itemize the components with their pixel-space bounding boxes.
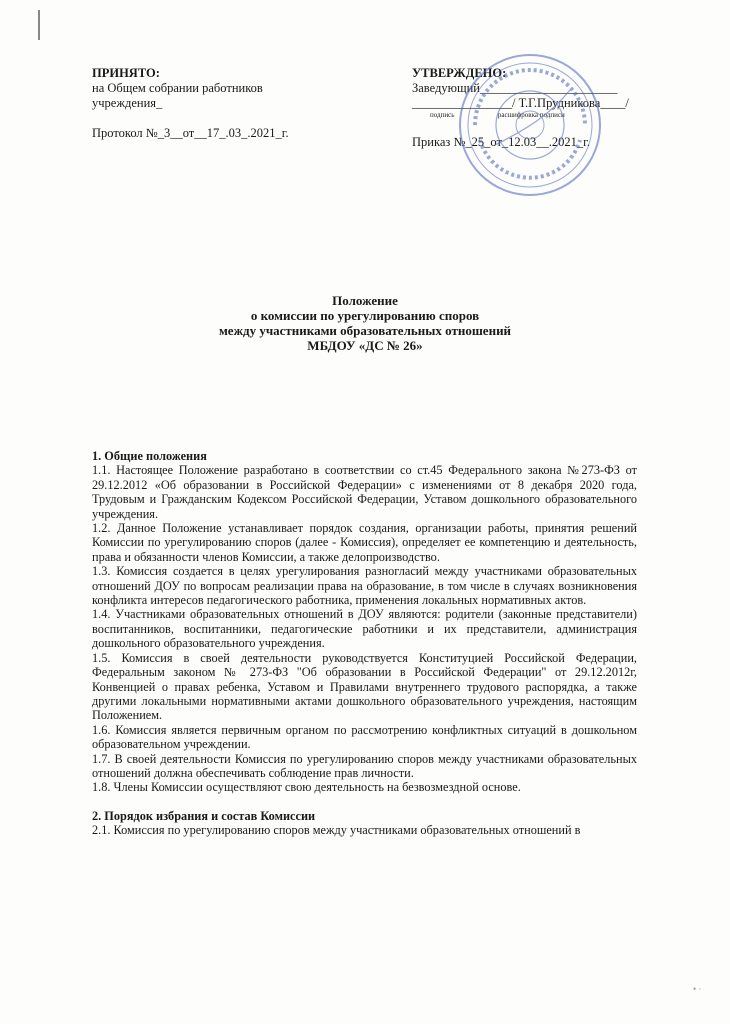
scan-dots: • · — [693, 984, 702, 994]
document-title — [0, 293, 730, 353]
paragraph-1-2: 1.2. Данное Положение устанавливает порядок создания, организации работы, принятия решений Комиссии по урегулированию споров (далее - Комиссия), определяет ее компетенцию и деятельность, права и обязанности членов Комиссии, а также делопроизводство. — [92, 521, 637, 564]
protocol-line: Протокол №_3__от__17_.03_.2021_г. — [92, 126, 289, 140]
paragraph-1-8: 1.8. Члены Комиссии осуществляют свою деятельность на безвозмездной основе. — [92, 780, 521, 795]
title-line-3: между участниками образовательных отношений — [218, 323, 512, 338]
accepted-line-1: на Общем собрании работников — [92, 81, 263, 95]
signature-line: ________________/ Т.Г.Прудникова____/ — [412, 96, 629, 110]
paragraph-1-5: 1.5. Комиссия в своей деятельности руководствуется Конституцией Российской Федерации, Федеральным законом № 273-ФЗ "Об образовании в Российской Федерации" от 29.12.2012г, Конвенцией о правах ребенка, Уставом и Правилами внутреннего трудового распорядка, а также другими локальными нормативными актами дошкольного образовательного учреждения, настоящим Положением. — [92, 650, 637, 723]
document-body — [92, 449, 637, 838]
title-line-4: МБДОУ «ДС № 26» — [307, 338, 423, 353]
signature-caption: подпись — [430, 111, 455, 119]
accepted-heading: ПРИНЯТО: — [92, 66, 160, 80]
decoding-caption: расшифровка подписи — [497, 111, 565, 119]
scan-artifact-mark — [38, 10, 40, 40]
section-heading: 2. Порядок избрания и состав Комиссии — [92, 808, 316, 823]
approved-line-1: Заведующий______________________ — [412, 81, 618, 95]
official-stamp-icon — [455, 50, 605, 200]
paragraph-1-1: 1.1. Настоящее Положение разработано в соответствии со ст.45 Федерального закона №273-ФЗ от 29.12.2012 «Об образовании в Российской Федерации» с изменениями от 8 декабря 2020 года, Трудовым и Гражданским Кодексом Российской Федерации, Уставом дошкольного образовательного учреждения. — [92, 463, 637, 521]
accepted-block — [92, 66, 382, 141]
title-line-1: Положение — [332, 293, 398, 308]
title-line-2: о комиссии по урегулированию споров — [250, 308, 480, 323]
order-line: Приказ №_25_от_12.03__.2021_г. — [412, 135, 591, 149]
paragraph-1-7: 1.7. В своей деятельности Комиссия по урегулированию споров между участниками образовательных отношений должна обеспечивать соблюдение прав личности. — [92, 751, 637, 780]
paragraph-1-4: 1.4. Участниками образовательных отношений в ДОУ являются: родители (законные представители) воспитанников, воспитанники, педагогические работники и их представители, администрация дошкольного образовательного учреждения. — [92, 607, 637, 651]
paragraph-1-3: 1.3. Комиссия создается в целях урегулирования разногласий между участниками образовательных отношений ДОУ по вопросам реализации права на образование, в том числе в случаях возникновения конфликта интересов педагогического работника, применения локальных нормативных актов. — [92, 564, 637, 608]
approved-heading: УТВЕРЖДЕНО: — [412, 66, 507, 80]
section-heading: 1. Общие положения — [92, 449, 207, 463]
paragraph-2-1: 2.1. Комиссия по урегулированию споров между участниками образовательных отношений в — [92, 823, 581, 838]
accepted-line-2: учреждения_ — [92, 96, 163, 110]
paragraph-1-6: 1.6. Комиссия является первичным органом по рассмотрению конфликтных ситуаций в дошкольном образовательном учреждении. — [92, 722, 637, 752]
